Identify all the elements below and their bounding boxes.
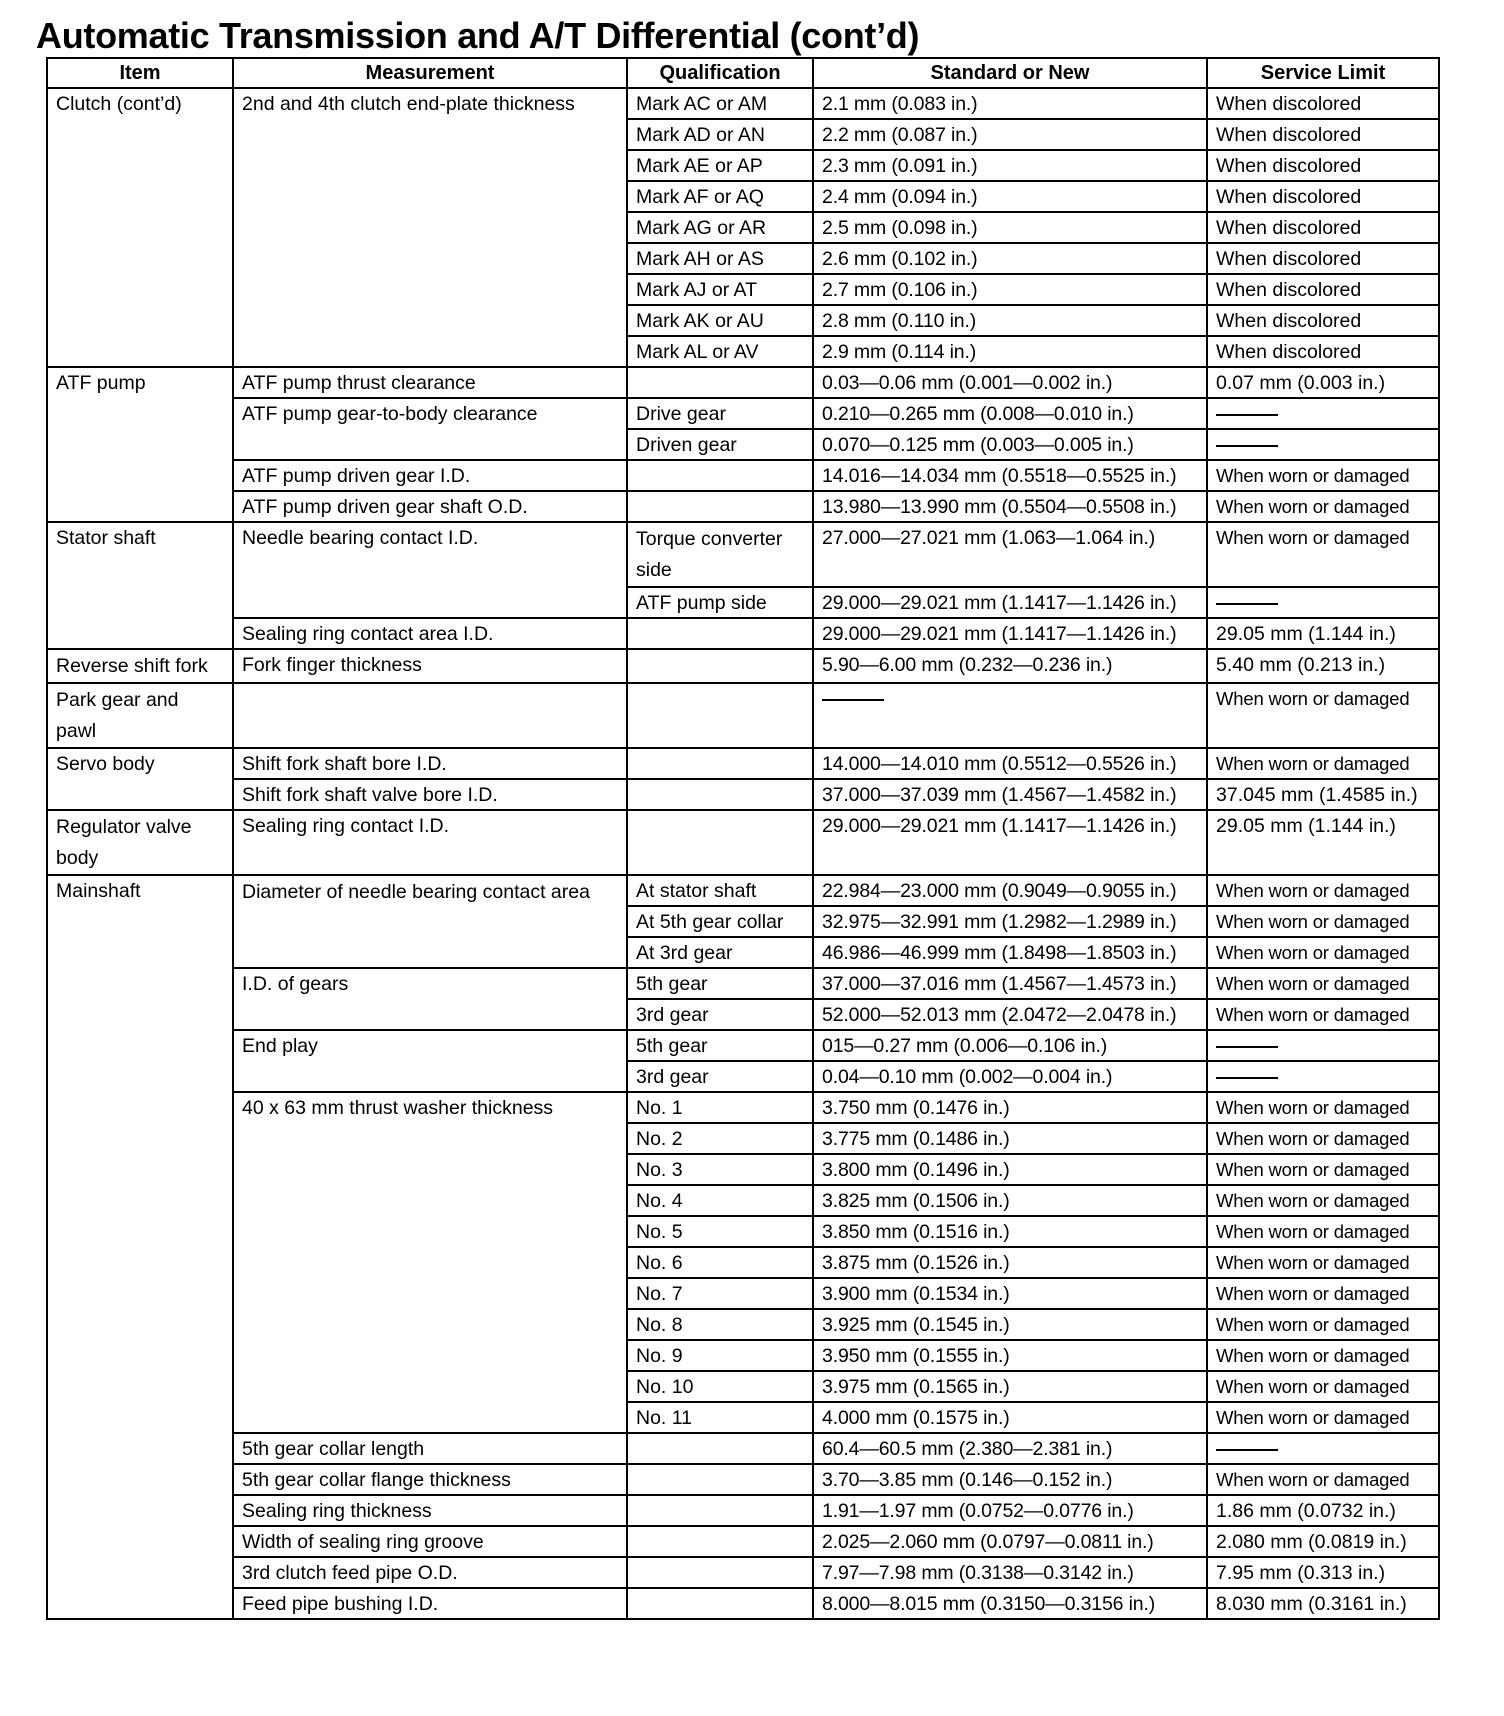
service-limit-cell: When worn or damaged — [1207, 1278, 1439, 1309]
item-cell: ATF pump — [47, 367, 233, 522]
dash-mark — [1216, 445, 1278, 447]
item-cell: Park gear and pawl — [47, 683, 233, 748]
table-row — [47, 1464, 1439, 1495]
standard-cell: 0.03—0.06 mm (0.001—0.002 in.) — [813, 367, 1207, 398]
qualification-cell: No. 2 — [627, 1123, 813, 1154]
qualification-cell: No. 6 — [627, 1247, 813, 1278]
service-limit-cell — [1207, 1433, 1439, 1464]
service-limit-cell: When worn or damaged — [1207, 1402, 1439, 1433]
item-cell: Clutch (cont’d) — [47, 88, 233, 367]
service-limit-cell: When worn or damaged — [1207, 1216, 1439, 1247]
measurement-cell: I.D. of gears — [233, 968, 627, 1030]
table-row — [47, 779, 1439, 810]
qualification-cell: No. 10 — [627, 1371, 813, 1402]
standard-cell: 3.875 mm (0.1526 in.) — [813, 1247, 1207, 1278]
header-row — [47, 58, 1439, 88]
standard-cell: 015—0.27 mm (0.006—0.106 in.) — [813, 1030, 1207, 1061]
table-row — [47, 875, 1439, 906]
service-limit-cell: When worn or damaged — [1207, 522, 1439, 587]
measurement-cell: ATF pump driven gear I.D. — [233, 460, 627, 491]
service-limit-cell: When worn or damaged — [1207, 1371, 1439, 1402]
table-header — [47, 58, 1439, 88]
standard-cell: 22.984—23.000 mm (0.9049—0.9055 in.) — [813, 875, 1207, 906]
service-limit-cell: 5.40 mm (0.213 in.) — [1207, 649, 1439, 683]
standard-cell: 13.980—13.990 mm (0.5504—0.5508 in.) — [813, 491, 1207, 522]
qualification-cell: Mark AF or AQ — [627, 181, 813, 212]
standard-cell: 3.775 mm (0.1486 in.) — [813, 1123, 1207, 1154]
table-row — [47, 968, 1439, 999]
qualification-cell — [627, 683, 813, 748]
service-limit-cell: 7.95 mm (0.313 in.) — [1207, 1557, 1439, 1588]
service-limit-cell: When worn or damaged — [1207, 1464, 1439, 1495]
standard-cell: 3.925 mm (0.1545 in.) — [813, 1309, 1207, 1340]
service-limit-cell: When worn or damaged — [1207, 1340, 1439, 1371]
measurement-cell: Sealing ring thickness — [233, 1495, 627, 1526]
qualification-cell — [627, 649, 813, 683]
qualification-cell: Torque converter side — [627, 522, 813, 587]
qualification-cell: Mark AH or AS — [627, 243, 813, 274]
qualification-cell — [627, 460, 813, 491]
service-limit-cell: When discolored — [1207, 150, 1439, 181]
item-cell: Regulator valve body — [47, 810, 233, 875]
standard-cell: 2.2 mm (0.087 in.) — [813, 119, 1207, 150]
qualification-cell: No. 8 — [627, 1309, 813, 1340]
qualification-cell — [627, 1526, 813, 1557]
service-limit-cell: 8.030 mm (0.3161 in.) — [1207, 1588, 1439, 1619]
table-row — [47, 1092, 1439, 1123]
item-cell: Stator shaft — [47, 522, 233, 649]
service-limit-cell — [1207, 429, 1439, 460]
service-limit-cell: 1.86 mm (0.0732 in.) — [1207, 1495, 1439, 1526]
service-limit-cell: When worn or damaged — [1207, 1247, 1439, 1278]
standard-cell: 4.000 mm (0.1575 in.) — [813, 1402, 1207, 1433]
qualification-cell: No. 7 — [627, 1278, 813, 1309]
service-limit-cell: When worn or damaged — [1207, 1309, 1439, 1340]
qualification-cell — [627, 367, 813, 398]
dash-mark — [1216, 1077, 1278, 1079]
qualification-cell: Mark AK or AU — [627, 305, 813, 336]
page-title: Automatic Transmission and A/T Differential (cont’d) — [36, 15, 920, 56]
service-limit-cell: When worn or damaged — [1207, 1185, 1439, 1216]
standard-cell: 46.986—46.999 mm (1.8498—1.8503 in.) — [813, 937, 1207, 968]
measurement-cell: ATF pump thrust clearance — [233, 367, 627, 398]
service-limit-cell: When worn or damaged — [1207, 999, 1439, 1030]
qualification-cell — [627, 491, 813, 522]
standard-cell: 2.9 mm (0.114 in.) — [813, 336, 1207, 367]
qualification-cell: No. 11 — [627, 1402, 813, 1433]
measurement-cell: 2nd and 4th clutch end-plate thickness — [233, 88, 627, 367]
table-row — [47, 1495, 1439, 1526]
table-row — [47, 398, 1439, 429]
qualification-cell: At 5th gear collar — [627, 906, 813, 937]
service-limit-cell: When worn or damaged — [1207, 1092, 1439, 1123]
qualification-cell — [627, 748, 813, 779]
measurement-cell: Sealing ring contact area I.D. — [233, 618, 627, 649]
service-limit-cell: 29.05 mm (1.144 in.) — [1207, 618, 1439, 649]
table-row — [47, 367, 1439, 398]
measurement-cell: Needle bearing contact I.D. — [233, 522, 627, 618]
qualification-cell — [627, 1588, 813, 1619]
service-limit-cell: When worn or damaged — [1207, 491, 1439, 522]
qualification-cell: Mark AC or AM — [627, 88, 813, 119]
header-measurement: Measurement — [233, 58, 627, 88]
header-service-limit: Service Limit — [1207, 58, 1439, 88]
measurement-cell: ATF pump driven gear shaft O.D. — [233, 491, 627, 522]
table-row — [47, 683, 1439, 748]
measurement-cell: Shift fork shaft bore I.D. — [233, 748, 627, 779]
standard-cell: 2.7 mm (0.106 in.) — [813, 274, 1207, 305]
table-row — [47, 1433, 1439, 1464]
header-item: Item — [47, 58, 233, 88]
standard-cell: 3.70—3.85 mm (0.146—0.152 in.) — [813, 1464, 1207, 1495]
qualification-cell: Mark AE or AP — [627, 150, 813, 181]
service-limit-cell: When worn or damaged — [1207, 460, 1439, 491]
qualification-cell — [627, 1464, 813, 1495]
qualification-cell — [627, 810, 813, 875]
qualification-cell: Driven gear — [627, 429, 813, 460]
measurement-cell: 40 x 63 mm thrust washer thickness — [233, 1092, 627, 1433]
qualification-cell: No. 4 — [627, 1185, 813, 1216]
standard-cell: 29.000—29.021 mm (1.1417—1.1426 in.) — [813, 618, 1207, 649]
standard-cell: 29.000—29.021 mm (1.1417—1.1426 in.) — [813, 587, 1207, 618]
standard-cell: 3.850 mm (0.1516 in.) — [813, 1216, 1207, 1247]
standard-cell: 3.750 mm (0.1476 in.) — [813, 1092, 1207, 1123]
table-row — [47, 88, 1439, 119]
standard-cell: 0.04—0.10 mm (0.002—0.004 in.) — [813, 1061, 1207, 1092]
table-row — [47, 649, 1439, 683]
qualification-cell — [627, 618, 813, 649]
measurement-cell: Feed pipe bushing I.D. — [233, 1588, 627, 1619]
qualification-cell: 5th gear — [627, 968, 813, 999]
measurement-cell: 3rd clutch feed pipe O.D. — [233, 1557, 627, 1588]
table-row — [47, 1030, 1439, 1061]
standard-cell: 2.5 mm (0.098 in.) — [813, 212, 1207, 243]
table-row — [47, 522, 1439, 587]
standard-cell: 3.825 mm (0.1506 in.) — [813, 1185, 1207, 1216]
qualification-cell: Mark AJ or AT — [627, 274, 813, 305]
service-limit-cell — [1207, 1030, 1439, 1061]
service-limit-cell: When worn or damaged — [1207, 937, 1439, 968]
standard-cell: 60.4—60.5 mm (2.380—2.381 in.) — [813, 1433, 1207, 1464]
standard-cell: 3.950 mm (0.1555 in.) — [813, 1340, 1207, 1371]
qualification-cell: At stator shaft — [627, 875, 813, 906]
measurement-cell: Diameter of needle bearing contact area — [233, 875, 627, 968]
standard-cell: 1.91—1.97 mm (0.0752—0.0776 in.) — [813, 1495, 1207, 1526]
standard-cell — [813, 683, 1207, 748]
service-limit-cell: 0.07 mm (0.003 in.) — [1207, 367, 1439, 398]
standard-cell: 2.1 mm (0.083 in.) — [813, 88, 1207, 119]
measurement-cell: ATF pump gear-to-body clearance — [233, 398, 627, 460]
service-limit-cell: When worn or damaged — [1207, 968, 1439, 999]
standard-cell: 29.000—29.021 mm (1.1417—1.1426 in.) — [813, 810, 1207, 875]
measurement-cell: Fork finger thickness — [233, 649, 627, 683]
qualification-cell: ATF pump side — [627, 587, 813, 618]
qualification-cell: No. 3 — [627, 1154, 813, 1185]
qualification-cell: 3rd gear — [627, 999, 813, 1030]
table-row — [47, 1557, 1439, 1588]
service-limit-cell — [1207, 587, 1439, 618]
service-limit-cell: When discolored — [1207, 212, 1439, 243]
header-standard: Standard or New — [813, 58, 1207, 88]
table-row — [47, 491, 1439, 522]
dash-mark — [1216, 1449, 1278, 1451]
standard-cell: 14.000—14.010 mm (0.5512—0.5526 in.) — [813, 748, 1207, 779]
qualification-cell — [627, 1433, 813, 1464]
qualification-cell — [627, 1495, 813, 1526]
table-row — [47, 618, 1439, 649]
standard-cell: 7.97—7.98 mm (0.3138—0.3142 in.) — [813, 1557, 1207, 1588]
measurement-cell: Shift fork shaft valve bore I.D. — [233, 779, 627, 810]
measurement-cell: Sealing ring contact I.D. — [233, 810, 627, 875]
qualification-cell: Mark AD or AN — [627, 119, 813, 150]
table-row — [47, 748, 1439, 779]
service-limit-cell: When discolored — [1207, 305, 1439, 336]
standard-cell: 52.000—52.013 mm (2.0472—2.0478 in.) — [813, 999, 1207, 1030]
service-limit-cell: 2.080 mm (0.0819 in.) — [1207, 1526, 1439, 1557]
service-limit-cell: When worn or damaged — [1207, 1154, 1439, 1185]
service-limit-cell: When worn or damaged — [1207, 906, 1439, 937]
qualification-cell: 3rd gear — [627, 1061, 813, 1092]
standard-cell: 3.800 mm (0.1496 in.) — [813, 1154, 1207, 1185]
item-cell: Servo body — [47, 748, 233, 810]
standard-cell: 0.070—0.125 mm (0.003—0.005 in.) — [813, 429, 1207, 460]
qualification-cell: 5th gear — [627, 1030, 813, 1061]
service-limit-cell — [1207, 1061, 1439, 1092]
standard-cell: 3.975 mm (0.1565 in.) — [813, 1371, 1207, 1402]
measurement-cell: 5th gear collar length — [233, 1433, 627, 1464]
service-limit-cell: When discolored — [1207, 336, 1439, 367]
standard-cell: 2.3 mm (0.091 in.) — [813, 150, 1207, 181]
measurement-cell — [233, 683, 627, 748]
qualification-cell — [627, 1557, 813, 1588]
standard-cell: 8.000—8.015 mm (0.3150—0.3156 in.) — [813, 1588, 1207, 1619]
table-row — [47, 1588, 1439, 1619]
service-limit-cell: When worn or damaged — [1207, 1123, 1439, 1154]
service-limit-cell: When worn or damaged — [1207, 748, 1439, 779]
standard-cell: 5.90—6.00 mm (0.232—0.236 in.) — [813, 649, 1207, 683]
qualification-cell: No. 5 — [627, 1216, 813, 1247]
standard-cell: 14.016—14.034 mm (0.5518—0.5525 in.) — [813, 460, 1207, 491]
qualification-cell: Drive gear — [627, 398, 813, 429]
qualification-cell — [627, 779, 813, 810]
standard-cell: 37.000—37.016 mm (1.4567—1.4573 in.) — [813, 968, 1207, 999]
service-limit-cell: When discolored — [1207, 274, 1439, 305]
service-limit-cell: When worn or damaged — [1207, 875, 1439, 906]
standard-cell: 0.210—0.265 mm (0.008—0.010 in.) — [813, 398, 1207, 429]
measurement-cell: End play — [233, 1030, 627, 1092]
service-limit-cell: When discolored — [1207, 243, 1439, 274]
service-limit-cell: When discolored — [1207, 119, 1439, 150]
service-limit-cell — [1207, 398, 1439, 429]
service-limit-cell: When discolored — [1207, 181, 1439, 212]
table-row — [47, 460, 1439, 491]
standard-cell: 3.900 mm (0.1534 in.) — [813, 1278, 1207, 1309]
table-body — [47, 88, 1439, 1619]
service-limit-cell: When discolored — [1207, 88, 1439, 119]
standard-cell: 37.000—37.039 mm (1.4567—1.4582 in.) — [813, 779, 1207, 810]
qualification-cell: Mark AL or AV — [627, 336, 813, 367]
dash-mark — [1216, 414, 1278, 416]
dash-mark — [1216, 1046, 1278, 1048]
table-row — [47, 1526, 1439, 1557]
standard-cell: 2.6 mm (0.102 in.) — [813, 243, 1207, 274]
measurement-cell: Width of sealing ring groove — [233, 1526, 627, 1557]
item-cell: Mainshaft — [47, 875, 233, 1619]
header-qualification: Qualification — [627, 58, 813, 88]
service-limit-cell: 37.045 mm (1.4585 in.) — [1207, 779, 1439, 810]
qualification-cell: Mark AG or AR — [627, 212, 813, 243]
item-cell: Reverse shift fork — [47, 649, 233, 683]
service-limit-cell: 29.05 mm (1.144 in.) — [1207, 810, 1439, 875]
service-limit-cell: When worn or damaged — [1207, 683, 1439, 748]
standard-cell: 32.975—32.991 mm (1.2982—1.2989 in.) — [813, 906, 1207, 937]
standard-cell: 2.8 mm (0.110 in.) — [813, 305, 1207, 336]
dash-mark — [1216, 603, 1278, 605]
qualification-cell: No. 1 — [627, 1092, 813, 1123]
standard-cell: 27.000—27.021 mm (1.063—1.064 in.) — [813, 522, 1207, 587]
table-row — [47, 810, 1439, 875]
qualification-cell: No. 9 — [627, 1340, 813, 1371]
measurement-cell: 5th gear collar flange thickness — [233, 1464, 627, 1495]
spec-table — [46, 57, 1440, 1620]
standard-cell: 2.4 mm (0.094 in.) — [813, 181, 1207, 212]
dash-mark — [822, 699, 884, 701]
standard-cell: 2.025—2.060 mm (0.0797—0.0811 in.) — [813, 1526, 1207, 1557]
qualification-cell: At 3rd gear — [627, 937, 813, 968]
